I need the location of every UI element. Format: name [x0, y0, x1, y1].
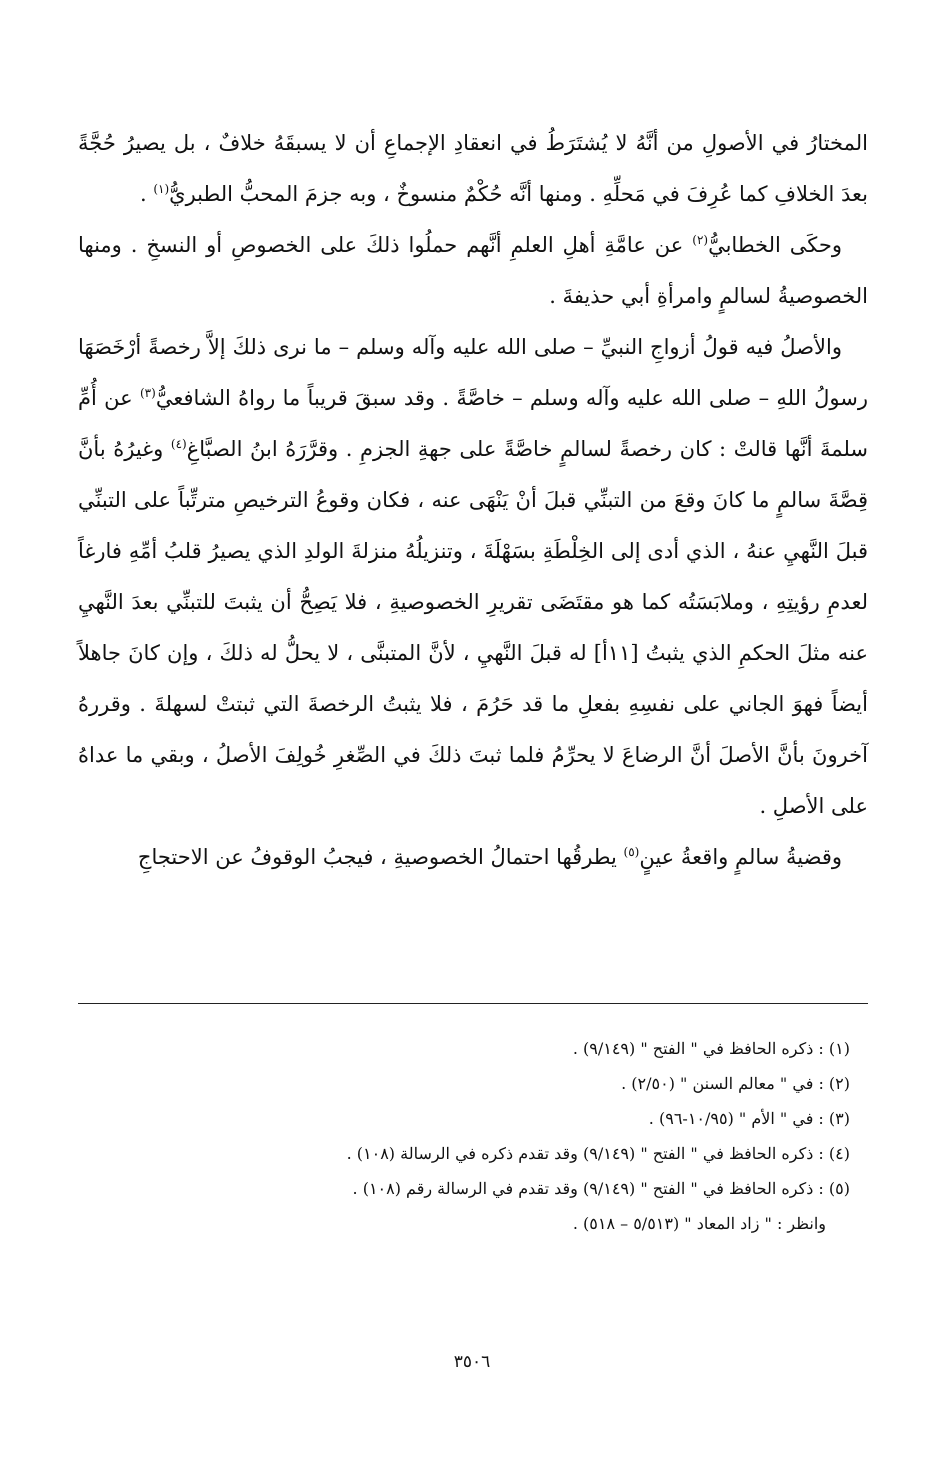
- footnote-ref: (١): [153, 182, 170, 196]
- main-text: [78, 118, 868, 883]
- footnote-item: (١) : ذكره الحافظ في " الفتح " (٩/١٤٩) .: [572, 1039, 850, 1058]
- footnote-ref: (٣): [139, 386, 156, 400]
- footnote-ref: (٤): [170, 437, 187, 451]
- footnote-ref: (٢): [692, 233, 709, 247]
- paragraph-2: [78, 220, 868, 322]
- footnote-separator: [78, 1003, 868, 1004]
- footnote-ref: (٥): [623, 845, 640, 859]
- paragraph-text: والأصلُ فيه قولُ أزواجِ النبيِّ – صلى الله عليه وآله وسلم – ما نرى ذلكَ إلاَّ رخصةً أرْخَصَهَا رسولُ اللهِ – صلى الله عليه وآله وسلم – خاصَّةً . وقد سبقَ قريباً ما رواهُ الشافعيُّ: [78, 335, 868, 410]
- paragraph-text: عن أُمِّ سلمةَ أنَّها قالتْ : كان رخصةً لسالمٍ خاصَّةً على جهةِ الجزمِ . وقرَّرَهُ ابنُ الصبَّاغِ: [78, 386, 868, 461]
- footnote-item: (٢) : في " معالم السنن " (٢/٥٠) .: [621, 1074, 850, 1093]
- footnote-item: (٥) : ذكره الحافظ في " الفتح " (٩/١٤٩) وقد تقدم في الرسالة رقم (١٠٨) .: [352, 1179, 850, 1198]
- paragraph-4: [78, 832, 868, 883]
- paragraph-text: وحكَى الخطابيُّ: [708, 233, 842, 257]
- page-number: ٣٥٠٦: [453, 1352, 491, 1372]
- footnote-item: وانظر : " زاد المعاد " (٥/٥١٣ – ٥١٨) .: [572, 1214, 826, 1233]
- paragraph-text: يطرقُها احتمالُ الخصوصيةِ ، فيجبُ الوقوفُ عن الاحتجاجِ: [137, 845, 624, 869]
- paragraph-text: وقضيةُ سالمٍ واقعةُ عينٍ: [639, 845, 842, 869]
- paragraph-text: وغيرُهُ بأنَّ قِصَّةَ سالمٍ ما كانَ وقعَ من التبنِّي قبلَ أنْ يَنْهَى عنه ، فكان وقوعُ الترخيصِ مترتِّباً على التبنِّي قبلَ النَّهيِ عنهُ ، الذي أدى إلى الخِلْطَةِ بسَهْلَةَ ، وتنزيلُهُ منزلةَ الولدِ الذي يصيرُ قلبُ أمِّهِ فارغاً لعدمِ رؤيتِهِ ، وملابَسَتُه كما هو مقتَضَى تقريرِ الخصوصيةِ ، فلا يَصِحُّ أن يثبتَ للتبنِّي بعدَ النَّهيِ عنه مثلَ الحكمِ الذي يثبتُ [١١أ] له قبلَ النَّهيِ ، لأنَّ المتبنَّى ، لا يحلُّ له ذلكَ ، وإن كانَ جاهلاً أيضاً فهوَ الجاني على نفسِهِ بفعلِ ما قد حَرُمَ ، فلا يثبتُ الرخصةَ التي ثبتتْ لسهلةَ . وقررهُ آخرونَ بأنَّ الأصلَ أنَّ الرضاعَ لا يحرِّمُ فلما ثبتَ ذلكَ في الصِّغرِ خُولِفَ الأصلُ ، وبقي ما عداهُ على الأصلِ .: [78, 437, 868, 818]
- paragraph-text: عن عامَّةِ أهلِ العلمِ أنَّهم حملُوا ذلكَ على الخصوصِ أو النسخِ . ومنها الخصوصيةُ لسالمٍ وامرأةِ أبي حذيفةَ .: [78, 233, 868, 308]
- footnote-item: (٣) : في " الأم " (١٠/٩٥-٩٦) .: [648, 1109, 850, 1128]
- paragraph-1: [78, 118, 868, 220]
- paragraph-text: المختارُ في الأصولِ من أنَّهُ لا يُشتَرَطُ في انعقادِ الإجماعِ أن لا يسبقَهُ خلافٌ ، بل يصيرُ حُجَّةً بعدَ الخلافِ كما عُرِفَ في مَحلِّهِ . ومنها أنَّه حُكْمٌ منسوخٌ ، وبه جزمَ المحبُّ الطبريُّ: [78, 131, 868, 206]
- paragraph-3: [78, 322, 868, 832]
- footnote-item: (٤) : ذكره الحافظ في " الفتح " (٩/١٤٩) وقد تقدم ذكره في الرسالة (١٠٨) .: [346, 1144, 850, 1163]
- footnotes-list: [200, 1031, 850, 1241]
- paragraph-text: .: [139, 182, 154, 206]
